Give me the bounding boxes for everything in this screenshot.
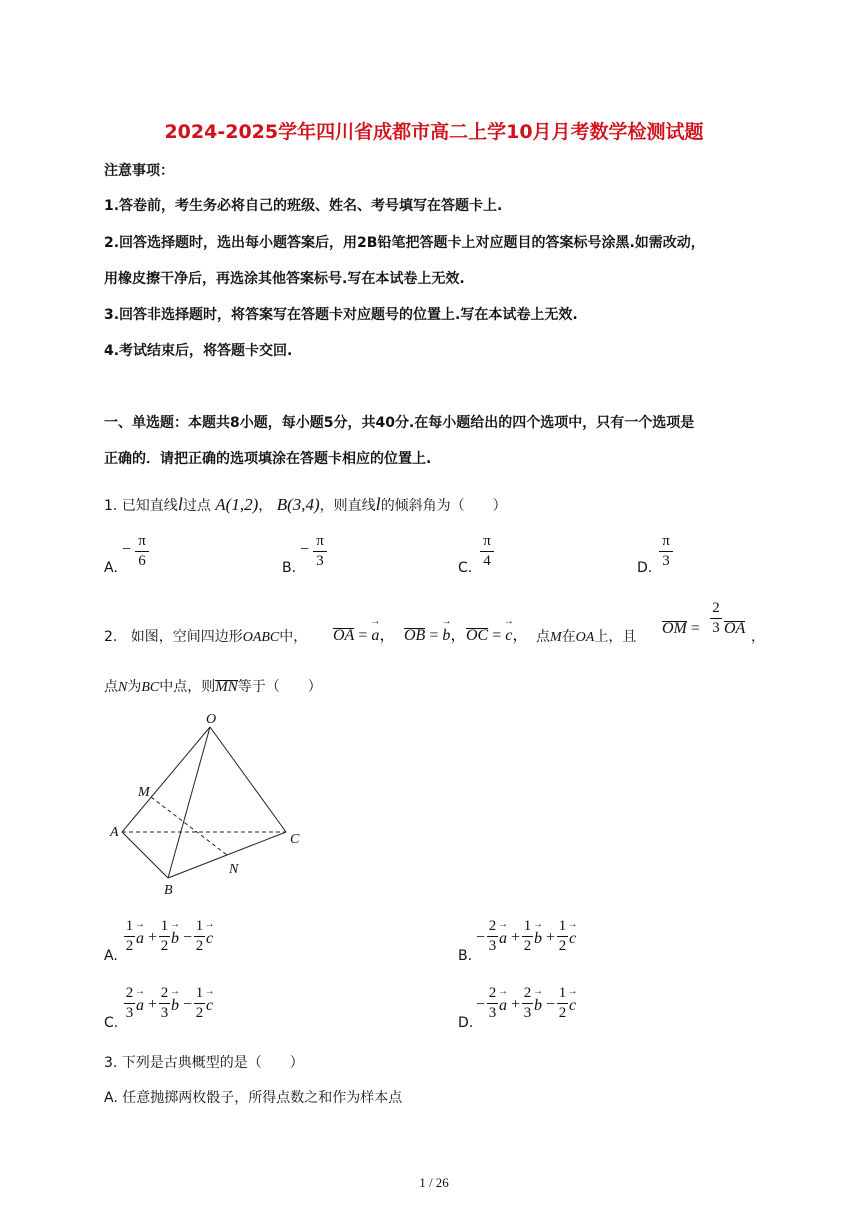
equals: = [429, 627, 439, 644]
section-heading-line2: 正确的．请把正确的选项填涂在答题卡相应的位置上. [104, 451, 432, 467]
frac-bar [487, 936, 498, 937]
frac-den: 3 [523, 1005, 532, 1021]
term-fraction [557, 918, 568, 955]
note-item: 1.答卷前，考生务必将自己的班级、姓名、考号填写在答题卡上. [104, 198, 503, 214]
term-vector: → b [171, 930, 179, 948]
option-label: A. [104, 948, 118, 964]
term-vector: → a [499, 997, 507, 1015]
point-b: B(3,4) [276, 495, 320, 514]
label-c: C [290, 832, 300, 847]
term-vector: → b [171, 997, 179, 1015]
vector-ob: OB [404, 627, 426, 644]
frac-num: π [483, 533, 491, 549]
frac-den: 3 [488, 1005, 497, 1021]
point-n: N [118, 680, 128, 695]
frac-den: 3 [316, 553, 324, 569]
vector-om: OM [662, 620, 687, 637]
q2-text: 在 [561, 629, 576, 645]
label-a: A [110, 825, 119, 840]
frac-num: 2 [160, 985, 169, 1001]
frac-bar [124, 936, 135, 937]
frac-den: 2 [523, 938, 532, 954]
quad-oabc: OABC [242, 630, 280, 645]
frac-den: 2 [558, 1005, 567, 1021]
question-2-stem-line2 [104, 676, 322, 696]
label-b: B [164, 883, 173, 898]
frac-bar [557, 936, 568, 937]
term-sign: + [546, 929, 556, 946]
term-fraction [522, 985, 533, 1022]
frac-num: 1 [195, 985, 204, 1001]
term-fraction [194, 918, 205, 955]
segment-bc: BC [141, 680, 160, 695]
frac-den: 3 [160, 1005, 169, 1021]
point-m: M [550, 630, 562, 645]
option-label: B. [458, 948, 473, 964]
term-sign: − [183, 929, 193, 946]
frac-den: 2 [125, 938, 134, 954]
option-label: C. [104, 1015, 119, 1031]
vector-oa: OA [724, 620, 746, 637]
label-n: N [229, 862, 239, 877]
vector-ob-eq [404, 622, 466, 645]
vector-a: → a [371, 627, 379, 645]
frac-bar [159, 1003, 170, 1004]
term-fraction [557, 985, 568, 1022]
tetrahedron-figure [104, 705, 319, 900]
label-m: M [138, 785, 150, 800]
term-fraction [124, 918, 135, 955]
option-fraction [313, 533, 327, 570]
frac-bar [522, 1003, 533, 1004]
frac-den: 6 [138, 553, 146, 569]
equals: = [492, 627, 502, 644]
frac-den: 2 [160, 938, 169, 954]
q2-text: 点 [104, 679, 118, 695]
q1-sep: ， [258, 498, 273, 514]
segment-oa: OA [575, 630, 595, 645]
frac-den: 3 [712, 620, 720, 636]
term-sign: + [148, 996, 158, 1013]
option-label: D. [458, 1015, 474, 1031]
question-number: 2. [104, 629, 118, 645]
term-vector: → c [569, 930, 576, 948]
label-o: O [206, 712, 217, 727]
frac-bar [313, 551, 327, 552]
frac-den: 2 [558, 938, 567, 954]
term-sign: + [511, 929, 521, 946]
frac-num: π [662, 533, 670, 549]
vector-oc-eq [466, 622, 528, 645]
option-sign: − [122, 541, 132, 558]
section-heading-line1: 一、单选题：本题共8小题，每小题5分，共40分.在每小题给出的四个选项中，只有一个选项是 [104, 415, 695, 431]
term-fraction [487, 918, 498, 955]
om-equation [662, 610, 700, 637]
frac-num: 2 [488, 918, 497, 934]
frac-bar [659, 551, 673, 552]
term-vector: → c [206, 997, 213, 1015]
q2-text: 中点，则 [159, 679, 216, 695]
q2-text: 点 [536, 629, 550, 645]
q1-text: ，则直线 [319, 498, 376, 514]
frac-num: 1 [523, 918, 532, 934]
term-vector: → c [206, 930, 213, 948]
frac-den: 4 [483, 553, 491, 569]
q1-text: 过点 [182, 498, 211, 514]
equals: = [690, 620, 700, 637]
term-fraction [487, 985, 498, 1022]
frac-num: 1 [125, 918, 134, 934]
term-sign: + [511, 996, 521, 1013]
edge-ab [122, 832, 168, 878]
vector-mn: MN [215, 679, 238, 695]
q2-text: 上，且 [594, 629, 637, 645]
line-symbol: l [177, 494, 183, 514]
vector-c: → c [505, 627, 512, 645]
q2-text: 中， [279, 629, 308, 645]
frac-den: 3 [488, 938, 497, 954]
option-label: B. [282, 560, 297, 576]
note-item: 3.回答非选择题时，将答案写在答题卡对应题号的位置上.写在本试卷上无效. [104, 307, 578, 323]
term-sign: − [183, 996, 193, 1013]
q2-point-m-text [536, 626, 636, 646]
frac-num: 2 [125, 985, 134, 1001]
edge-ob [168, 727, 210, 878]
option-label: D. [637, 560, 653, 576]
note-item: 4.考试结束后，将答题卡交回. [104, 343, 293, 359]
vector-oa: OA [333, 627, 355, 644]
vector-oa-rhs-wrap [724, 620, 745, 638]
q2-text: 如图，空间四边形 [130, 629, 243, 645]
option-fraction [480, 533, 494, 570]
frac-num: 1 [558, 985, 567, 1001]
option-fraction [135, 533, 149, 570]
equals: = [358, 627, 368, 644]
option-fraction [659, 533, 673, 570]
option-sign: − [300, 541, 310, 558]
frac-bar [522, 936, 533, 937]
question-3-stem: 3. 下列是古典概型的是（ ） [104, 1055, 304, 1071]
line-symbol: l [375, 494, 381, 514]
q2-text: 等于（ ） [237, 679, 322, 695]
edge-oa [122, 727, 210, 832]
segment-mn-hidden [151, 797, 227, 855]
term-vector: → c [569, 997, 576, 1015]
frac-num: 1 [195, 918, 204, 934]
frac-den: 3 [125, 1005, 134, 1021]
frac-num: 1 [160, 918, 169, 934]
frac-den: 2 [195, 1005, 204, 1021]
frac-num: π [316, 533, 324, 549]
term-vector: → a [136, 997, 144, 1015]
comma: ， [512, 627, 529, 644]
page-title: 2024-2025学年四川省成都市高二上学10月月考数学检测试题 [164, 121, 704, 143]
frac-bar [557, 1003, 568, 1004]
term-vector: → b [534, 930, 542, 948]
frac-bar [194, 1003, 205, 1004]
term-fraction [124, 985, 135, 1022]
q1-text: 已知直线 [121, 498, 178, 514]
q1-text: 的倾斜角为（ ） [380, 498, 507, 514]
vector-oa-eq [333, 622, 395, 645]
frac-bar [487, 1003, 498, 1004]
term-sign: − [476, 929, 486, 946]
frac-bar [135, 551, 149, 552]
term-sign: + [148, 929, 158, 946]
frac-bar [194, 936, 205, 937]
frac-num: 2 [488, 985, 497, 1001]
term-sign: − [546, 996, 556, 1013]
term-vector: → a [136, 930, 144, 948]
note-item: 用橡皮擦干净后，再选涂其他答案标号.写在本试卷上无效. [104, 271, 465, 287]
q2-trailing-comma: ， [751, 629, 765, 645]
question-2-stem [104, 626, 307, 646]
term-sign: − [476, 996, 486, 1013]
notes-heading: 注意事项： [104, 163, 174, 179]
q2-text: 为 [127, 679, 142, 695]
option-label: C. [458, 560, 473, 576]
frac-den: 2 [195, 938, 204, 954]
term-vector: → b [534, 997, 542, 1015]
fraction-2-3 [710, 600, 722, 637]
frac-bar [480, 551, 494, 552]
option-label: A. [104, 560, 118, 576]
edge-oc [210, 727, 286, 832]
comma: ， [379, 627, 396, 644]
term-fraction [159, 985, 170, 1022]
note-item: 2.回答选择题时，选出每小题答案后，用2B铅笔把答题卡上对应题目的答案标号涂黑.如需改动， [104, 235, 705, 251]
vector-b: → b [442, 627, 450, 645]
term-vector: → a [499, 930, 507, 948]
frac-bar [159, 936, 170, 937]
frac-num: 1 [558, 918, 567, 934]
question-1-stem [104, 494, 507, 515]
term-fraction [194, 985, 205, 1022]
term-fraction [522, 918, 533, 955]
comma: ， [450, 627, 467, 644]
vector-oc: OC [466, 627, 489, 644]
question-number: 1. [104, 498, 118, 514]
question-3-option-a[interactable]: A. 任意抛掷两枚骰子，所得点数之和作为样本点 [104, 1090, 403, 1106]
page-number: 1 / 26 [419, 1175, 449, 1190]
edge-bc [168, 832, 286, 878]
frac-bar [710, 618, 722, 619]
frac-den: 3 [662, 553, 670, 569]
frac-bar [124, 1003, 135, 1004]
frac-num: 2 [523, 985, 532, 1001]
frac-num: 2 [712, 600, 720, 616]
term-fraction [159, 918, 170, 955]
point-a: A(1,2) [215, 495, 259, 514]
frac-num: π [138, 533, 146, 549]
